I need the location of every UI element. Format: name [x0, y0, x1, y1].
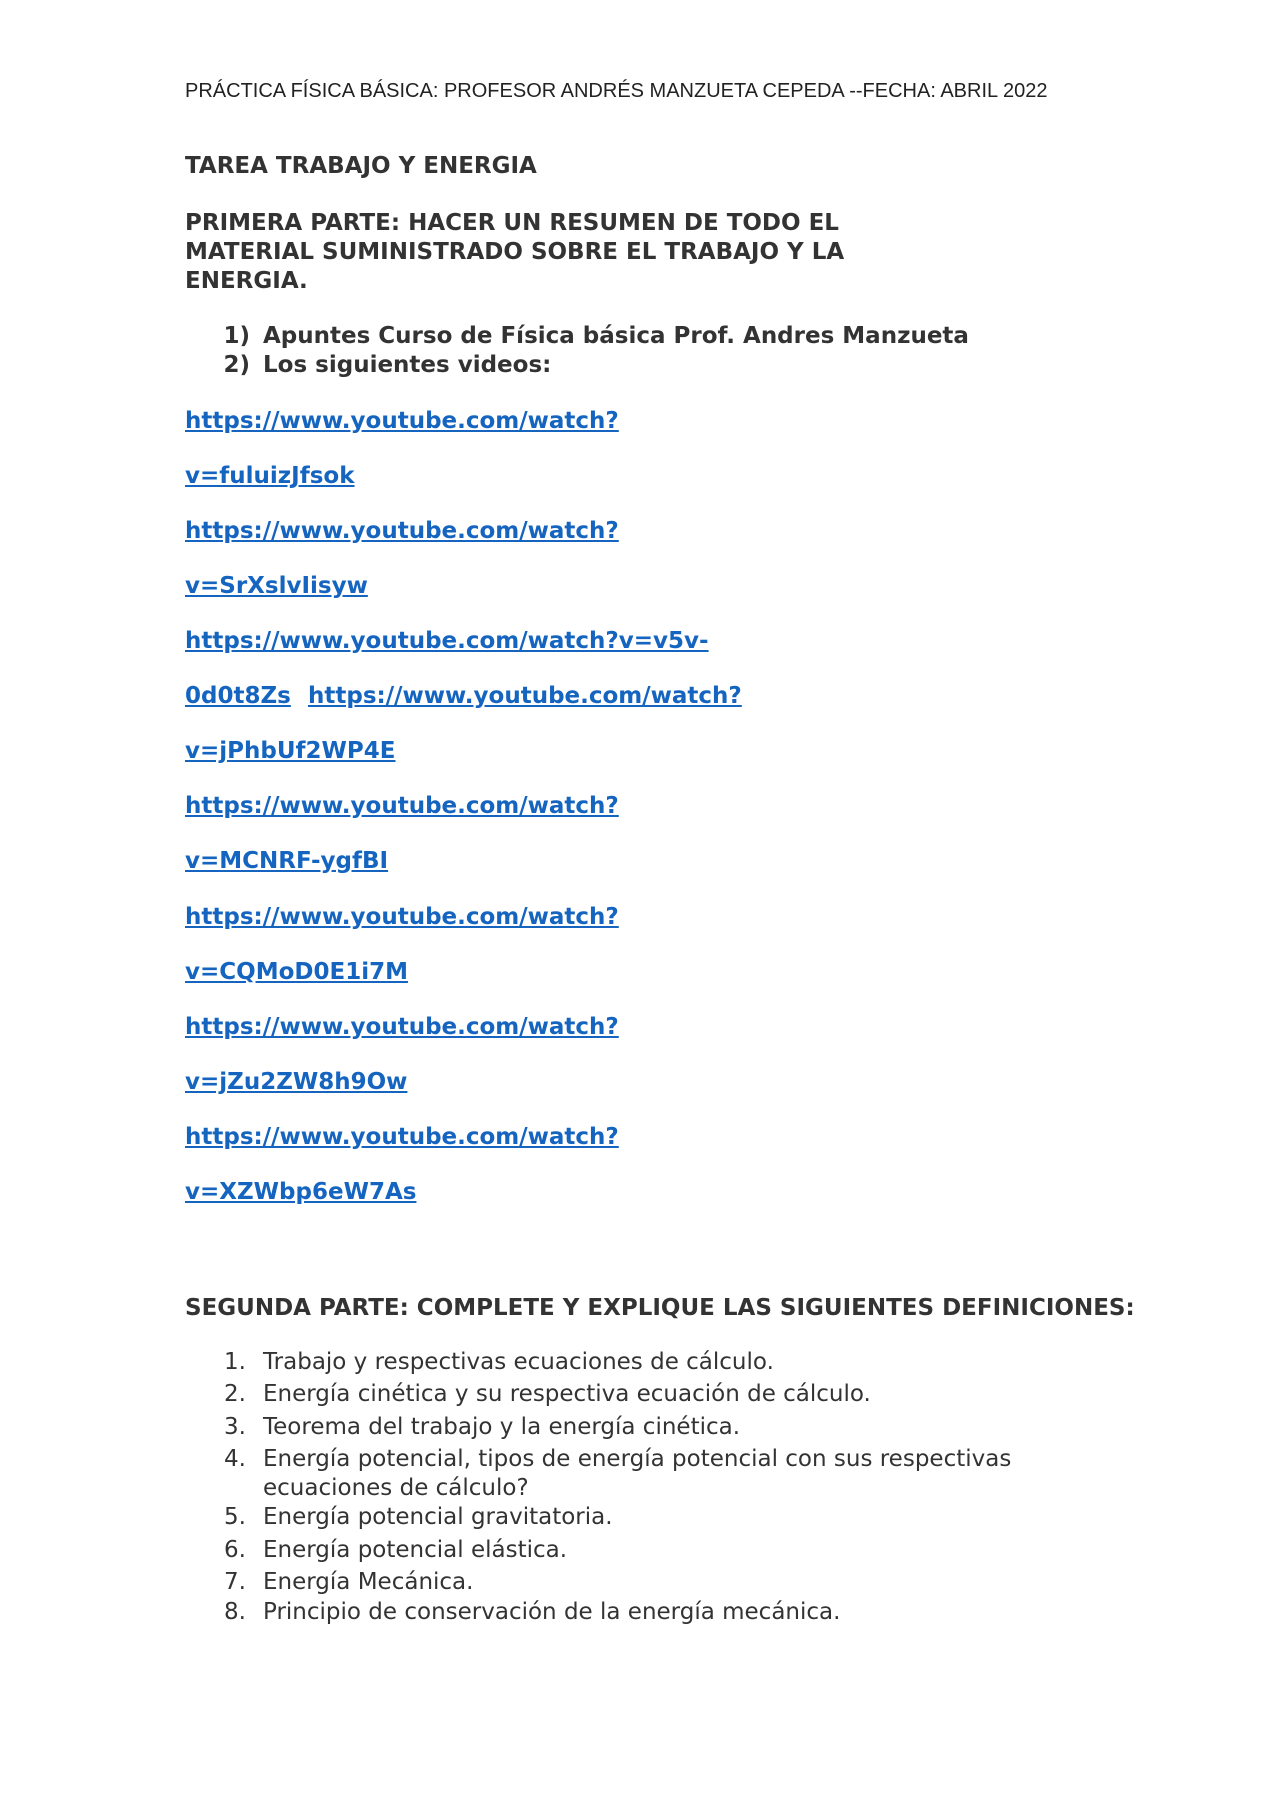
- part2-item-number: 4.: [224, 1446, 246, 1472]
- part1-heading-line2: MATERIAL SUMINISTRADO SOBRE EL TRABAJO Y LA: [185, 239, 845, 265]
- video-link[interactable]: v=MCNRF-ygfBI: [185, 848, 389, 874]
- part2-item-text: Energía potencial elástica.: [263, 1537, 568, 1563]
- document-title: TAREA TRABAJO Y ENERGIA: [185, 153, 537, 179]
- video-link[interactable]: https://www.youtube.com/watch?: [185, 904, 619, 930]
- part1-item-text: Apuntes Curso de Física básica Prof. Andres Manzueta: [263, 323, 969, 349]
- part1-item-number: 1): [223, 323, 250, 349]
- video-link[interactable]: 0d0t8Zs: [185, 683, 291, 709]
- video-link[interactable]: https://www.youtube.com/watch?v=v5v-: [185, 628, 709, 654]
- part2-item-number: 3.: [224, 1414, 246, 1440]
- part2-item-number: 2.: [224, 1381, 246, 1407]
- part2-heading: SEGUNDA PARTE: COMPLETE Y EXPLIQUE LAS SIGUIENTES DEFINICIONES:: [185, 1295, 1135, 1321]
- part2-item-number: 6.: [224, 1537, 246, 1563]
- part2-item-number: 7.: [224, 1569, 246, 1595]
- video-link[interactable]: v=fuluizJfsok: [185, 463, 355, 489]
- part1-item-text: Los siguientes videos:: [263, 352, 552, 378]
- part1-heading-line3: ENERGIA.: [185, 268, 308, 294]
- part2-item-text: Teorema del trabajo y la energía cinética.: [263, 1414, 741, 1440]
- video-link[interactable]: https://www.youtube.com/watch?: [185, 1124, 619, 1150]
- part2-item-text: Principio de conservación de la energía mecánica.: [263, 1599, 841, 1625]
- video-link[interactable]: v=jPhbUf2WP4E: [185, 738, 396, 764]
- video-link[interactable]: v=XZWbp6eW7As: [185, 1179, 417, 1205]
- part2-item-text: Trabajo y respectivas ecuaciones de cálculo.: [263, 1349, 774, 1375]
- part2-item-text: Energía potencial gravitatoria.: [263, 1504, 613, 1530]
- part2-item-text-continued: ecuaciones de cálculo?: [263, 1475, 529, 1501]
- part1-item-number: 2): [223, 352, 250, 378]
- video-link[interactable]: https://www.youtube.com/watch?: [308, 683, 742, 709]
- page-header: PRÁCTICA FÍSICA BÁSICA: PROFESOR ANDRÉS MANZUETA CEPEDA --FECHA: ABRIL 2022: [185, 80, 1048, 102]
- part2-item-text: Energía Mecánica.: [263, 1569, 474, 1595]
- part1-heading-line1: PRIMERA PARTE: HACER UN RESUMEN DE TODO EL: [185, 210, 839, 236]
- part2-item-text: Energía potencial, tipos de energía potencial con sus respectivas: [263, 1446, 1012, 1472]
- part2-item-number: 1.: [224, 1349, 246, 1375]
- video-link[interactable]: https://www.youtube.com/watch?: [185, 518, 619, 544]
- part2-item-text: Energía cinética y su respectiva ecuación de cálculo.: [263, 1381, 871, 1407]
- video-link[interactable]: v=SrXslvIisyw: [185, 573, 368, 599]
- video-link[interactable]: v=CQMoD0E1i7M: [185, 959, 408, 985]
- part2-item-number: 5.: [224, 1504, 246, 1530]
- video-link[interactable]: https://www.youtube.com/watch?: [185, 793, 619, 819]
- part2-item-number: 8.: [224, 1599, 246, 1625]
- video-link[interactable]: v=jZu2ZW8h9Ow: [185, 1069, 408, 1095]
- video-link[interactable]: https://www.youtube.com/watch?: [185, 1014, 619, 1040]
- video-link[interactable]: https://www.youtube.com/watch?: [185, 408, 619, 434]
